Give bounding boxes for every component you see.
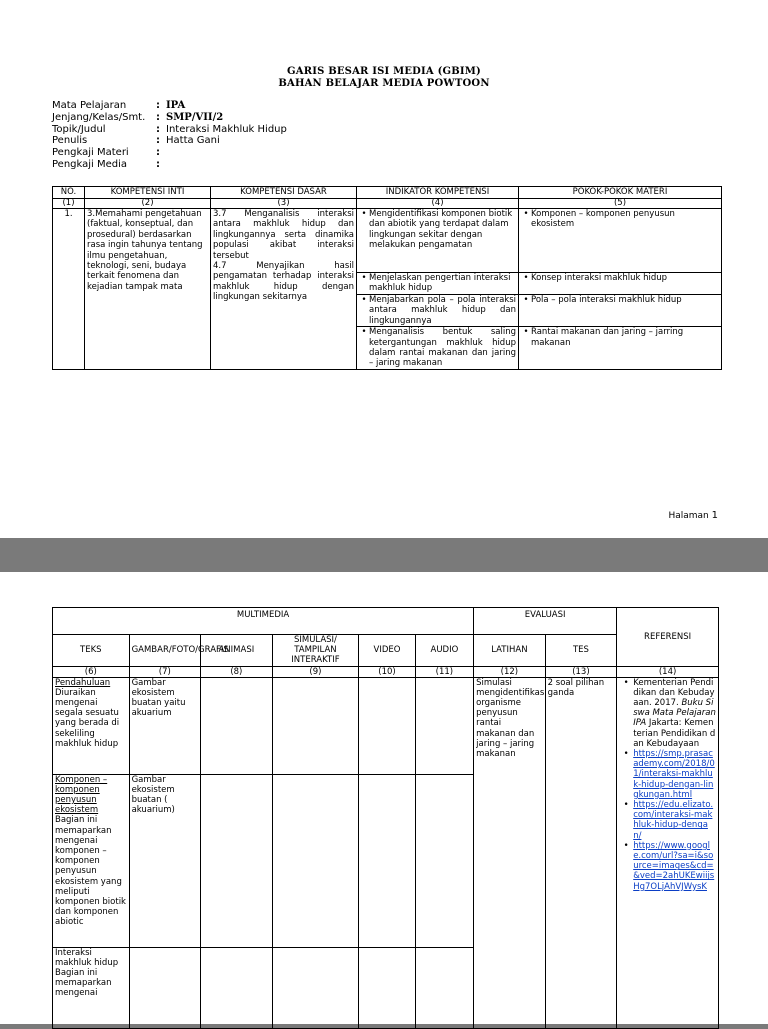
audio-cell [415,774,473,947]
reference-text: Kementerian Pendidikan dan Kebudayaan. 2017. [633,677,715,709]
indikator-text: Menjelaskan pengertian interaksi makhluk hidup [369,273,511,294]
kd-item: 4.7 Menyajikan hasil pengamatan terhadap interaksi makhluk hidup dengan lingkungan sekitarnya [213,261,354,303]
gambar-cell [129,947,201,1028]
table-header-row [53,187,722,199]
indikator-cell [357,273,519,295]
bullet-icon: • [361,209,367,219]
col-number: (2) [85,199,211,209]
animasi-cell [201,947,273,1028]
bullet-icon: • [623,840,629,851]
meta-separator: : [156,135,160,147]
bullet-icon: • [361,327,367,338]
animasi-cell [201,677,273,774]
bullet-icon: • [623,800,629,811]
referensi-cell [617,677,719,1028]
teks-cell: Interaksi makhluk hidup Bagian ini memaparkan mengenai [53,947,130,1028]
meta-label: Pengkaji Materi [52,147,129,159]
meta-label: Pengkaji Media [52,158,128,170]
meta-value: Hatta Gani [166,135,220,147]
col-number: (12) [474,666,546,677]
meta-row [52,112,287,124]
page-label: Halaman [668,511,709,521]
reference-item [619,841,716,892]
teks-body: Diuraikan mengenai segala sesuatu yang berada di sekeliling makhluk hidup [55,687,120,749]
animasi-cell [201,774,273,947]
pokok-text: Rantai makanan dan jaring – jarring makanan [531,327,684,348]
col-header-video: VIDEO [359,635,415,667]
pokok-cell [519,209,722,273]
group-header-row [53,608,719,635]
page-number: 1 [711,510,718,521]
bullet-icon: • [523,273,529,283]
indikator-cell [357,209,519,273]
kompetensi-inti-cell: 3.Memahami pengetahuan (faktual, konseptual, dan prosedural) berdasarkan rasa ingin tahunya tentang ilmu pengetahuan, teknologi, seni, budaya terkait fenomena dan kejadian tampak mata [85,209,211,370]
video-cell [359,947,415,1028]
reference-item [619,800,716,841]
meta-label: Penulis [52,135,88,147]
col-header-animasi: ANIMASI [201,635,273,667]
col-header-gambar: GAMBAR/FOTO/GRAFIS [129,635,201,667]
bullet-icon: • [523,327,529,338]
kd-item: 3.7 Menganalisis interaksi antara makhluk hidup dan lingkungannya serta dinamika populasi akibat interaksi tersebut [213,209,354,261]
col-number: (10) [359,666,415,677]
audio-cell [415,947,473,1028]
col-number: (11) [415,666,473,677]
indikator-text: Menjabarkan pola – pola interaksi antara makhluk hidup dan lingkungannya [369,295,516,326]
indikator-cell [357,327,519,370]
indikator-cell [357,295,519,327]
multimedia-header: MULTIMEDIA [53,608,474,635]
col-header-teks: TEKS [53,635,130,667]
indikator-text: Menganalisis bentuk saling ketergantungan makhluk hidup dalam rantai makanan dan jaring – jaring makanan [369,327,516,369]
pokok-cell [519,327,722,370]
document-title: GARIS BESAR ISI MEDIA (GBIM) [287,66,481,77]
kompetensi-dasar-cell [211,209,357,370]
simulasi-cell [272,677,359,774]
col-number: (3) [211,199,357,209]
meta-separator: : [156,123,160,135]
reference-item [619,749,716,800]
col-header-audio: AUDIO [415,635,473,667]
meta-value: SMP/VII/2 [166,111,224,123]
document-page-2 [0,572,768,1024]
reference-link[interactable]: https://smp.prasacademy.com/2018/01/interaksi-makhluk-hidup-dengan-lingkungan.html [633,749,715,800]
column-number-row [53,199,722,209]
meta-row [52,159,287,171]
meta-separator: : [156,158,160,170]
document-metadata [52,100,287,171]
reference-link[interactable]: https://edu.elizato.com/interaksi-makhluk-hidup-dengan/ [633,800,714,841]
teks-cell [53,774,130,947]
meta-separator: : [156,111,160,123]
meta-value: Interaksi Makhluk Hidup [166,123,287,135]
competency-table [52,186,722,370]
col-number: (14) [617,666,719,677]
evaluasi-header: EVALUASI [474,608,617,635]
pokok-text: Pola – pola interaksi makhluk hidup [531,295,682,305]
media-table [52,607,719,1029]
video-cell [359,774,415,947]
audio-cell [415,677,473,774]
col-number: (1) [53,199,85,209]
reference-book-title: Buku Siswa Mata Pelajaran IPA [633,698,716,729]
bullet-icon: • [623,749,629,760]
col-number: (6) [53,666,130,677]
gambar-cell: Gambar ekosistem buatan ( akuarium) [129,774,201,947]
latihan-cell: Simulasi mengidentifikasi organisme penyusun rantai makanan dan jaring – jaring makanan [474,677,546,1028]
meta-row [52,124,287,136]
bullet-icon: • [361,273,367,283]
row-number: 1. [53,209,85,370]
pokok-cell [519,295,722,327]
bullet-icon: • [523,209,529,219]
col-number: (7) [129,666,201,677]
meta-separator: : [156,147,160,159]
meta-row [52,135,287,147]
col-number: (4) [357,199,519,209]
meta-label: Mata Pelajaran [52,100,127,111]
simulasi-cell [272,947,359,1028]
pokok-text: Konsep interaksi makhluk hidup [531,273,668,283]
teks-title: Komponen – komponen penyusun ekosistem [55,774,108,816]
simulasi-cell [272,774,359,947]
col-header-pokok: POKOK-POKOK MATERI [519,187,722,199]
col-number: (13) [545,666,617,677]
meta-separator: : [156,100,160,111]
page-footer [668,510,718,521]
video-cell [359,677,415,774]
pokok-cell [519,273,722,295]
col-header-kd: KOMPETENSI DASAR [211,187,357,199]
referensi-header: REFERENSI [617,608,719,667]
col-header-no: NO. [53,187,85,199]
col-header-tes: TES [545,635,617,667]
column-number-row [53,666,719,677]
pokok-text: Komponen – komponen penyusun ekosistem [531,209,675,230]
teks-title: Pendahuluan [55,677,111,688]
col-number: (5) [519,199,722,209]
indikator-text: Mengidentifikasi komponen biotik dan abiotik yang terdapat dalam lingkungan sekitar dengan melakukan pengamatan [369,209,513,251]
document-subtitle: BAHAN BELAJAR MEDIA POWTOON [278,78,490,89]
col-header-indikator: INDIKATOR KOMPETENSI [357,187,519,199]
table-row [53,677,719,774]
teks-cell [53,677,130,774]
meta-value: IPA [166,100,186,111]
reference-item [619,678,716,749]
reference-publisher: Jakarta: Kementerian Pendidikan dan Kebudayaan [633,718,716,749]
col-header-ki: KOMPETENSI INTI [85,187,211,199]
meta-row [52,147,287,159]
teks-body: Bagian ini memaparkan mengenai komponen – komponen penyusun ekosistem yang meliputi komponen biotik dan komponen abiotic [55,815,126,928]
col-number: (9) [272,666,359,677]
col-number: (8) [201,666,273,677]
bullet-icon: • [623,677,629,688]
meta-row [52,100,287,112]
meta-label: Jenjang/Kelas/Smt. [52,111,146,123]
tes-cell: 2 soal pilihan ganda [545,677,617,1028]
gambar-cell: Gambar ekosistem buatan yaitu akuarium [129,677,201,774]
col-header-latihan: LATIHAN [474,635,546,667]
reference-link[interactable]: https://www.google.com/url?sa=i&source=images&cd=&ved=2ahUKEwiijsHg7OLjAhVJWysK [633,840,715,892]
bullet-icon: • [523,295,529,305]
meta-label: Topik/Judul [52,123,106,135]
bullet-icon: • [361,295,367,305]
table-row [53,209,722,273]
col-header-simulasi: SIMULASI/ TAMPILAN INTERAKTIF [272,635,359,667]
